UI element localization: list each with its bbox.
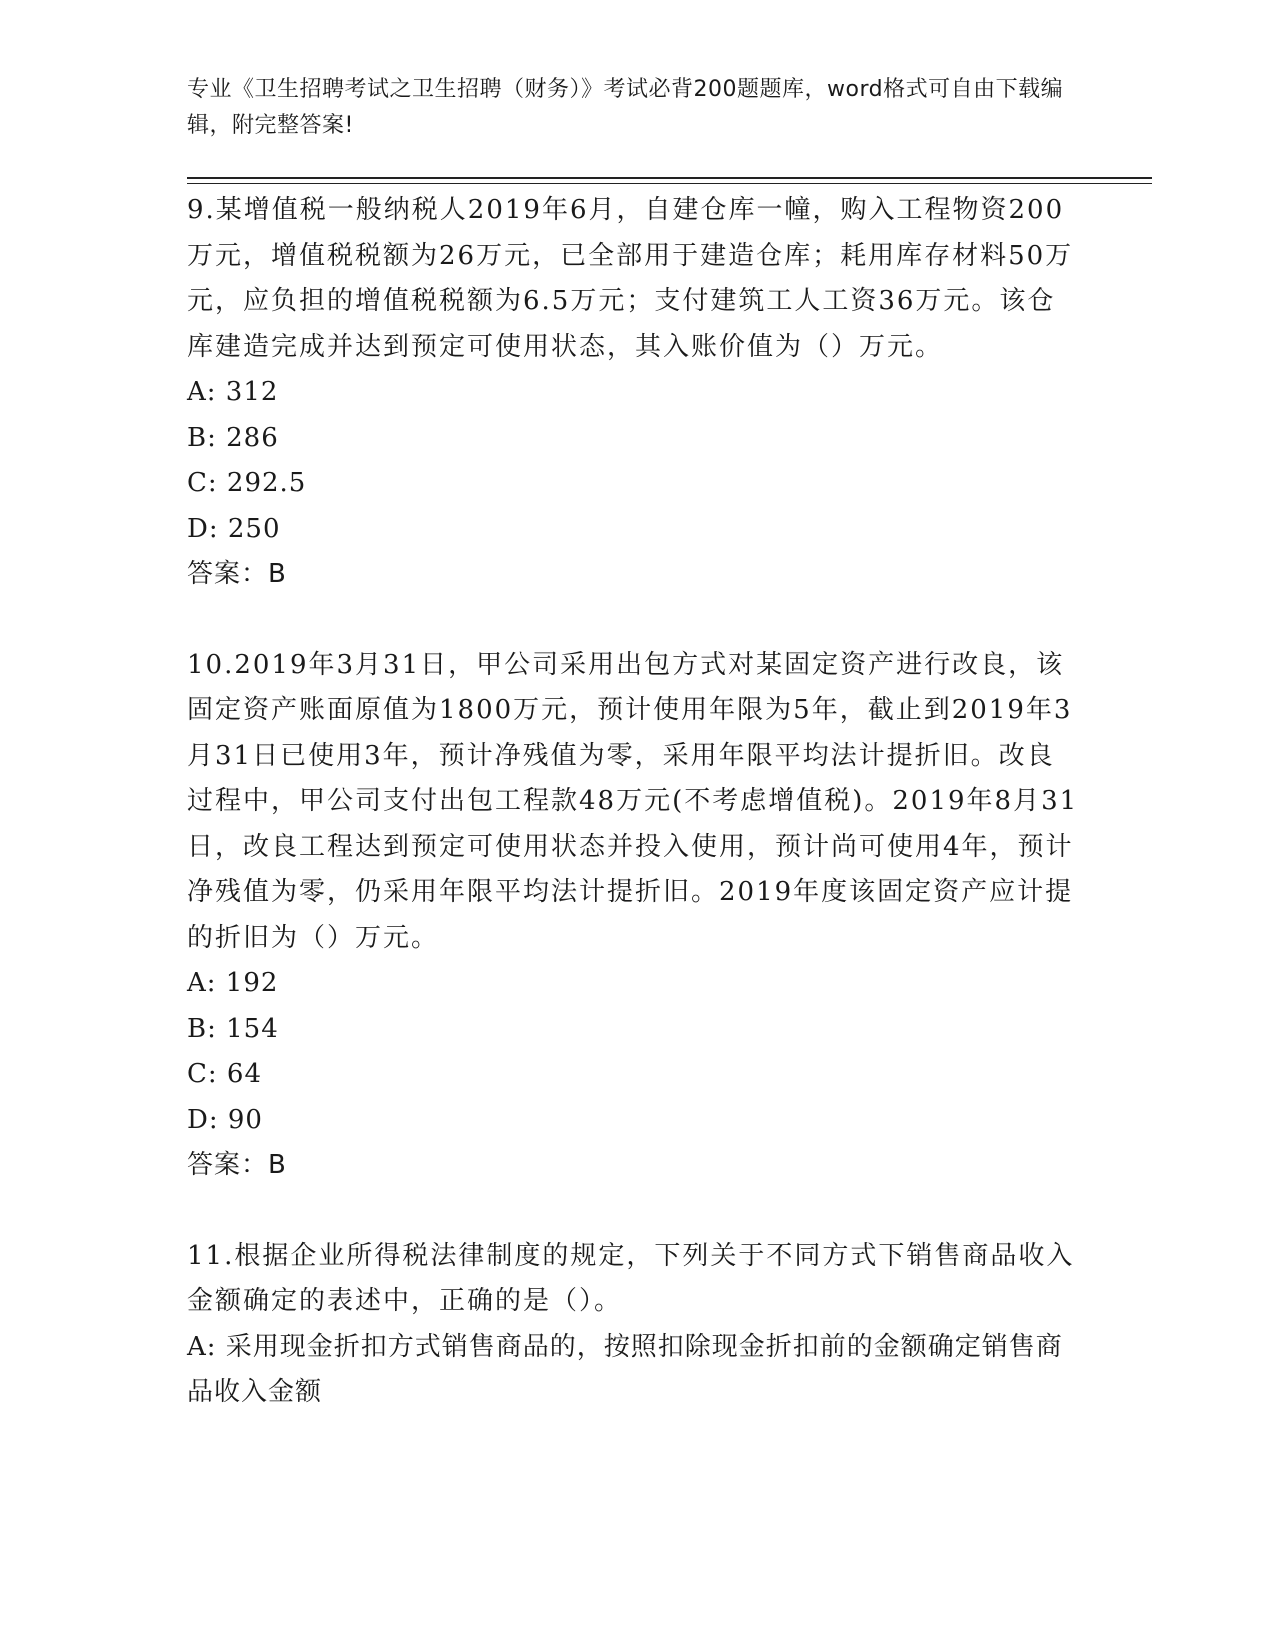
option-a: A: 采用现金折扣方式销售商品的，按照扣除现金折扣前的金额确定销售商品收入金额	[187, 1331, 1063, 1407]
question-stem: 9.某增值税一般纳税人2019年6月，自建仓库一幢，购入工程物资200万元，增值税税额为26万元，已全部用于建造仓库；耗用库存材料50万元，应负担的增值税税额为6.5万元；支付建筑工人工资36万元。该仓库建造完成并达到预定可使用状态，其入账价值为（）万元。	[187, 195, 1074, 362]
spacer	[187, 598, 1082, 643]
question-11	[187, 1234, 1082, 1416]
option-b: B: 154	[187, 1013, 279, 1044]
option-d: D: 250	[187, 513, 281, 544]
option-b: B: 286	[187, 422, 279, 453]
document-header	[187, 72, 1077, 144]
answer-line: 答案：B	[187, 559, 287, 589]
question-10	[187, 643, 1082, 1189]
header-text: 专业《卫生招聘考试之卫生招聘（财务）》考试必背200题题库，word格式可自由下载编辑，附完整答案!	[187, 77, 1064, 138]
option-c: C: 292.5	[187, 468, 307, 498]
question-9	[187, 188, 1082, 598]
answer-line: 答案：B	[187, 1150, 287, 1180]
option-a: A: 192	[187, 968, 279, 998]
question-list	[187, 188, 1082, 1416]
option-c: C: 64	[187, 1059, 263, 1089]
spacer	[187, 1189, 1082, 1234]
header-divider-thin	[187, 183, 1152, 184]
option-d: D: 90	[187, 1104, 263, 1135]
option-a: A: 312	[187, 377, 279, 407]
question-stem: 11.根据企业所得税法律制度的规定，下列关于不同方式下销售商品收入金额确定的表述中，正确的是（）。	[187, 1240, 1075, 1316]
question-stem: 10.2019年3月31日，甲公司采用出包方式对某固定资产进行改良，该固定资产账面原值为1800万元，预计使用年限为5年，截止到2019年3月31日已使用3年，预计净残值为零，采用年限平均法计提折旧。改良过程中，甲公司支付出包工程款48万元(不考虑增值税)。2019年8月31日，改良工程达到预定可使用状态并投入使用，预计尚可使用4年，预计净残值为零，仍采用年限平均法计提折旧。2019年度该固定资产应计提的折旧为（）万元。	[187, 649, 1079, 953]
header-divider-thick	[187, 177, 1152, 179]
